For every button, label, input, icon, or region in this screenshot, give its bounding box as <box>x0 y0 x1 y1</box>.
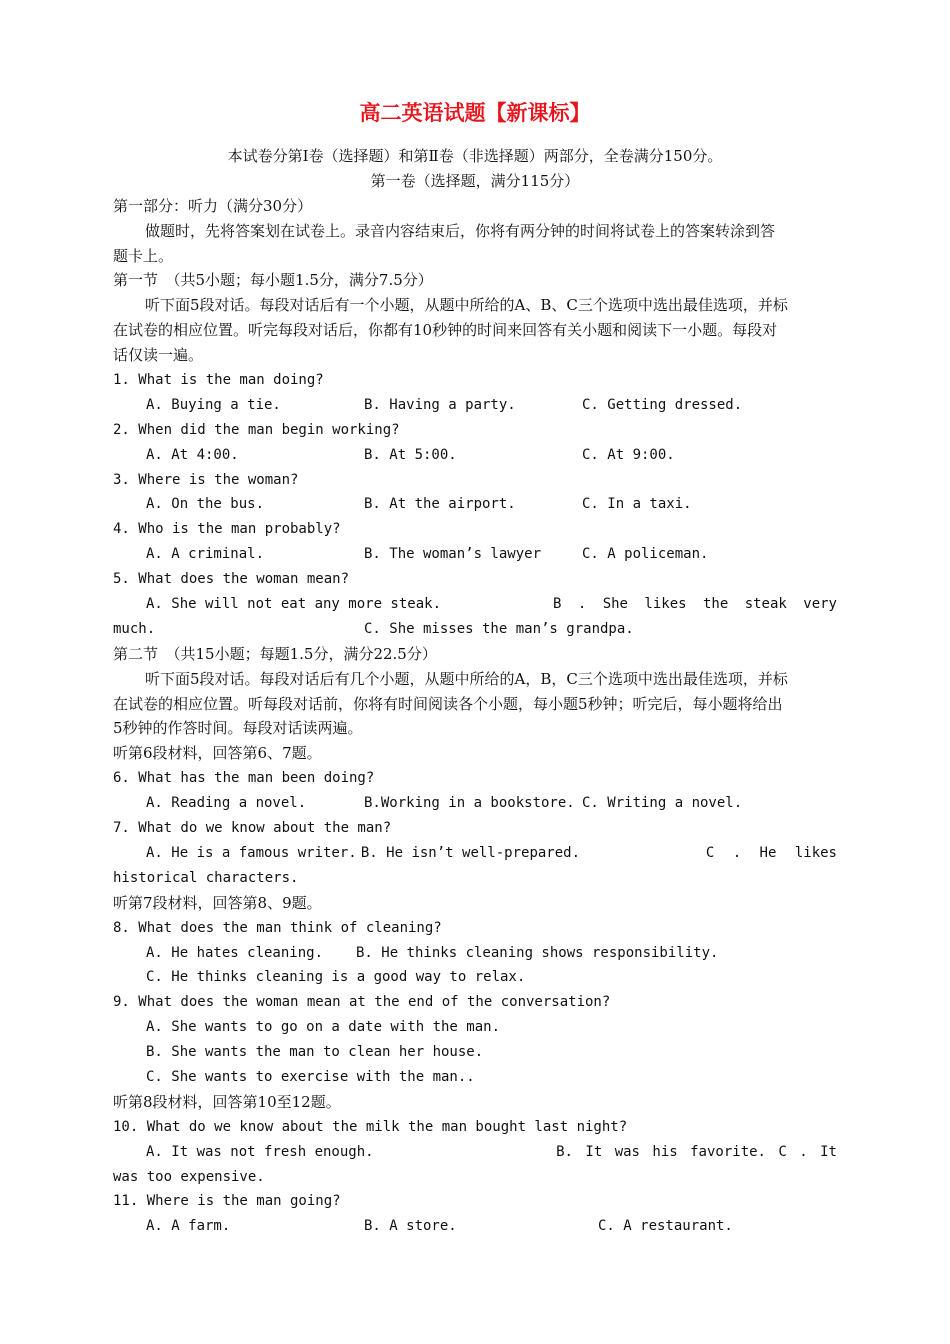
option-a: A. He hates cleaning. <box>146 944 324 961</box>
volume-heading: 第一卷（选择题，满分115分） <box>370 171 580 190</box>
options-row <box>113 1214 837 1239</box>
instruction-line: 做题时，先将答案划在试卷上。录音内容结束后，你将有两分钟的时间将试卷上的答案转涂到答 <box>145 221 776 240</box>
question-stem: 10. What do we know about the milk the man bought last night? <box>113 1118 628 1135</box>
question-stem: 8. What does the man think of cleaning? <box>113 919 442 936</box>
section-heading: 第二节 （共15小题；每题1.5分，满分22.5分） <box>113 644 437 663</box>
option-b: B. He thinks cleaning shows responsibility. <box>356 944 719 961</box>
option-b-continued: much. <box>113 620 156 637</box>
material-heading: 听第8段材料，回答第10至12题。 <box>113 1092 341 1111</box>
material-heading: 听第6段材料，回答第6、7题。 <box>113 744 322 763</box>
options-row <box>113 393 837 418</box>
options-row <box>113 443 837 468</box>
question-stem: 4. Who is the man probably? <box>113 521 341 538</box>
option-b: B. A store. <box>364 1218 457 1235</box>
option-a: A. At 4:00. <box>146 446 239 463</box>
instruction-line: 在试卷的相应位置。听完每段对话后，你都有10秒钟的时间来回答有关小题和阅读下一小题。每段对 <box>113 321 778 340</box>
options-row <box>113 617 837 642</box>
options-row <box>113 492 837 517</box>
option-a: A. A criminal. <box>146 546 265 563</box>
option-b: B.Working in a bookstore. <box>364 795 575 812</box>
option-c: C. In a taxi. <box>582 496 692 513</box>
question-stem: 3. Where is the woman? <box>113 471 299 488</box>
section-heading: 第一节 （共5小题；每小题1.5分，满分7.5分） <box>113 271 433 290</box>
option-c: C. Getting dressed. <box>582 396 743 413</box>
option-a: A. She wants to go on a date with the man. <box>146 1019 501 1036</box>
option-b: B. She wants the man to clean her house. <box>146 1044 484 1061</box>
option-c: C. She wants to exercise with the man.. <box>146 1068 475 1085</box>
option-c: C. A policeman. <box>582 546 709 563</box>
exam-page <box>113 96 837 1239</box>
option-a: A. He is a famous writer. <box>146 844 357 861</box>
instruction-line: 听下面5段对话。每段对话后有几个小题，从题中所给的A，B，C三个选项中选出最佳选项，并标 <box>145 669 788 688</box>
question-stem: 11. Where is the man going? <box>113 1193 341 1210</box>
option-b: B. Having a party. <box>364 396 516 413</box>
option-b: B. It was his favorite. C . It <box>556 1143 837 1160</box>
option-a: A. Reading a novel. <box>146 795 307 812</box>
instruction-line: 话仅读一遍。 <box>113 346 204 365</box>
option-c: C . He likes <box>705 844 837 861</box>
instruction-line: 在试卷的相应位置。听每段对话前，你将有时间阅读各个小题，每小题5秒钟；听完后，每小题将给出 <box>113 694 783 713</box>
option-a: A. On the bus. <box>146 496 265 513</box>
option-a: A. It was not fresh enough. <box>146 1143 374 1160</box>
instruction-line: 5秒钟的作答时间。每段对话读两遍。 <box>113 719 363 738</box>
instruction-line: 题卡上。 <box>113 246 174 265</box>
option-b: B. At the airport. <box>364 496 516 513</box>
options-row <box>113 542 837 567</box>
question-stem: 1. What is the man doing? <box>113 372 324 389</box>
option-b: B. The woman’s lawyer <box>364 546 542 563</box>
question-stem: 6. What has the man been doing? <box>113 770 375 787</box>
instruction-line: 听下面5段对话。每段对话后有一个小题，从题中所给的A、B、C三个选项中选出最佳选项，并标 <box>145 296 788 315</box>
option-c-continued: was too expensive. <box>113 1168 265 1185</box>
option-c-continued: historical characters. <box>113 869 299 886</box>
part-heading: 第一部分：听力（满分30分） <box>113 196 313 215</box>
options-row <box>113 941 837 966</box>
option-c: C. She misses the man’s grandpa. <box>364 620 634 637</box>
question-stem: 7. What do we know about the man? <box>113 820 392 837</box>
option-c: C. At 9:00. <box>582 446 675 463</box>
option-c: C. Writing a novel. <box>582 795 743 812</box>
exam-intro: 本试卷分第Ⅰ卷（选择题）和第Ⅱ卷（非选择题）两部分，全卷满分150分。 <box>227 147 723 165</box>
option-c: C. He thinks cleaning is a good way to relax. <box>146 969 526 986</box>
page-title: 高二英语试题【新课标】 <box>359 100 591 125</box>
option-b: B. He isn’t well-prepared. <box>360 844 581 861</box>
option-a: A. Buying a tie. <box>146 396 281 413</box>
option-a: A. A farm. <box>146 1218 231 1235</box>
option-b: B . She likes the steak very <box>552 596 837 613</box>
question-stem: 9. What does the woman mean at the end of the conversation? <box>113 994 611 1011</box>
material-heading: 听第7段材料，回答第8、9题。 <box>113 893 322 912</box>
options-row <box>113 841 837 866</box>
question-stem: 2. When did the man begin working? <box>113 421 400 438</box>
option-b: B. At 5:00. <box>364 446 457 463</box>
option-a: A. She will not eat any more steak. <box>146 596 442 613</box>
option-c: C. A restaurant. <box>598 1218 733 1235</box>
question-stem: 5. What does the woman mean? <box>113 571 350 588</box>
options-row <box>113 592 837 617</box>
options-row <box>113 1140 837 1165</box>
options-row <box>113 791 837 816</box>
